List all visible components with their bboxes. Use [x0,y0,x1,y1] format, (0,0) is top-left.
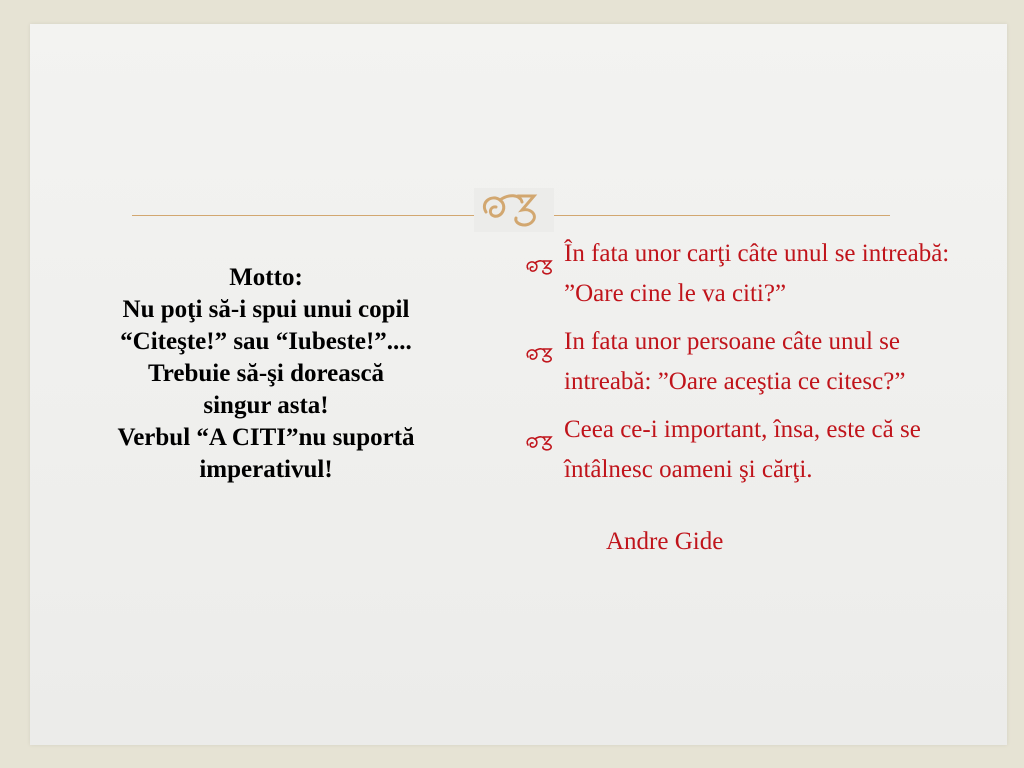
motto-block [56,262,476,486]
fleuron-icon [524,424,554,440]
ornament-icon [474,188,554,232]
author-name: Andre Gide [606,528,724,555]
list-item [522,410,972,562]
fleuron-icon [524,336,554,352]
motto-line: singur asta! [203,392,329,419]
motto-line: imperativul! [199,456,333,483]
bullet-text: In fata unor persoane câte unul se intreabă: ”Oare aceştia ce citesc?” [564,328,906,395]
bullet-text: În fata unor carţi câte unul se intreabă: ”Oare cine le va citi?” [564,240,950,307]
motto-line: Nu poţi să-i spui unui copil [122,296,410,323]
list-item [522,322,972,402]
motto-line: Motto: [229,264,303,291]
list-item [522,234,972,314]
motto-line: “Citeşte!” sau “Iubeste!”.... [120,328,412,355]
quote-list [522,234,972,570]
bullet-text: Ceea ce-i important, însa, este că se întâlnesc oameni şi cărţi. [564,416,921,483]
fleuron-icon [524,248,554,264]
motto-line: Verbul “A CITI”nu suportă [117,424,415,451]
motto-line: Trebuie să-şi dorească [147,360,385,387]
